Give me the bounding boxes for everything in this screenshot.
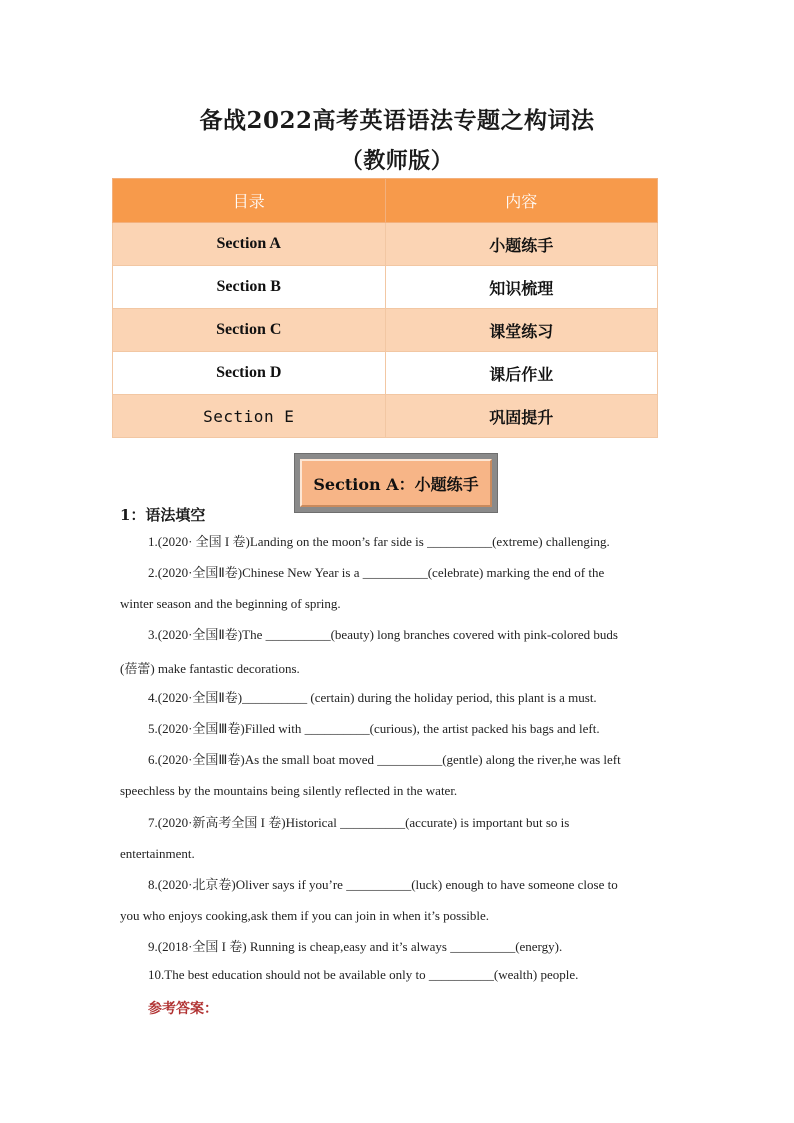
document-edition: （教师版） bbox=[340, 148, 454, 174]
section-cell: Section D bbox=[113, 352, 386, 395]
question-line: 5.(2020·全国Ⅲ卷)Filled with __________(curious), the artist packed his bags and left. bbox=[148, 721, 600, 736]
table-row bbox=[113, 309, 658, 352]
content-cell: 巩固提升 bbox=[385, 395, 658, 438]
question-line: 3.(2020·全国Ⅱ卷)The __________(beauty) long branches covered with pink-colored buds bbox=[148, 627, 618, 642]
question-line: 8.(2020·北京卷)Oliver says if you’re __________(luck) enough to have someone close to bbox=[148, 877, 618, 892]
question-line: 4.(2020·全国Ⅱ卷)__________ (certain) during the holiday period, this plant is a must. bbox=[148, 690, 597, 705]
question-line: speechless by the mountains being silently reflected in the water. bbox=[120, 783, 458, 798]
question-line: winter season and the beginning of spring. bbox=[120, 596, 341, 611]
answer-key-label: 参考答案： bbox=[148, 1001, 218, 1017]
exercise-heading: 1：语法填空 bbox=[120, 506, 206, 524]
section-cell: Section A bbox=[113, 223, 386, 266]
question-item bbox=[120, 562, 662, 612]
question-item bbox=[120, 749, 662, 799]
question-item bbox=[120, 874, 662, 924]
section-cell: Section E bbox=[113, 395, 386, 438]
question-line: you who enjoys cooking,ask them if you can join in when it’s possible. bbox=[120, 908, 490, 923]
question-line: entertainment. bbox=[120, 846, 195, 861]
section-banner-label: Section A：小题练手 bbox=[300, 459, 492, 507]
section-banner bbox=[294, 453, 498, 513]
section-cell: Section B bbox=[113, 266, 386, 309]
question-item bbox=[120, 967, 662, 983]
content-cell: 课堂练习 bbox=[385, 309, 658, 352]
table-row bbox=[113, 266, 658, 309]
question-item bbox=[120, 812, 662, 862]
header-directory: 目录 bbox=[113, 179, 386, 223]
table-header-row bbox=[113, 179, 658, 223]
question-item bbox=[120, 687, 662, 706]
document-title: 备战2022高考英语语法专题之构词法 bbox=[199, 107, 595, 134]
question-item bbox=[120, 624, 662, 677]
table-row bbox=[113, 352, 658, 395]
question-line: 1.(2020· 全国 I 卷)Landing on the moon’s far side is __________(extreme) challenging. bbox=[148, 534, 610, 549]
content-cell: 课后作业 bbox=[385, 352, 658, 395]
question-line: 9.(2018·全国 I 卷) Running is cheap,easy and it’s always __________(energy). bbox=[148, 939, 563, 954]
question-line: 7.(2020·新高考全国 I 卷)Historical __________(accurate) is important but so is bbox=[148, 815, 570, 830]
content-cell: 知识梳理 bbox=[385, 266, 658, 309]
question-line: 6.(2020·全国Ⅲ卷)As the small boat moved __________(gentle) along the river,he was left bbox=[148, 752, 621, 767]
content-cell: 小题练手 bbox=[385, 223, 658, 266]
header-content: 内容 bbox=[385, 179, 658, 223]
contents-table bbox=[112, 178, 658, 438]
question-line: 10.The best education should not be available only to __________(wealth) people. bbox=[148, 967, 579, 982]
question-line: 2.(2020·全国Ⅱ卷)Chinese New Year is a __________(celebrate) marking the end of the bbox=[148, 565, 605, 580]
question-item bbox=[120, 936, 662, 955]
table-row bbox=[113, 223, 658, 266]
question-item bbox=[120, 718, 662, 737]
table-row bbox=[113, 395, 658, 438]
question-item bbox=[120, 531, 662, 550]
section-cell: Section C bbox=[113, 309, 386, 352]
question-line: (蓓蕾) make fantastic decorations. bbox=[120, 661, 300, 676]
